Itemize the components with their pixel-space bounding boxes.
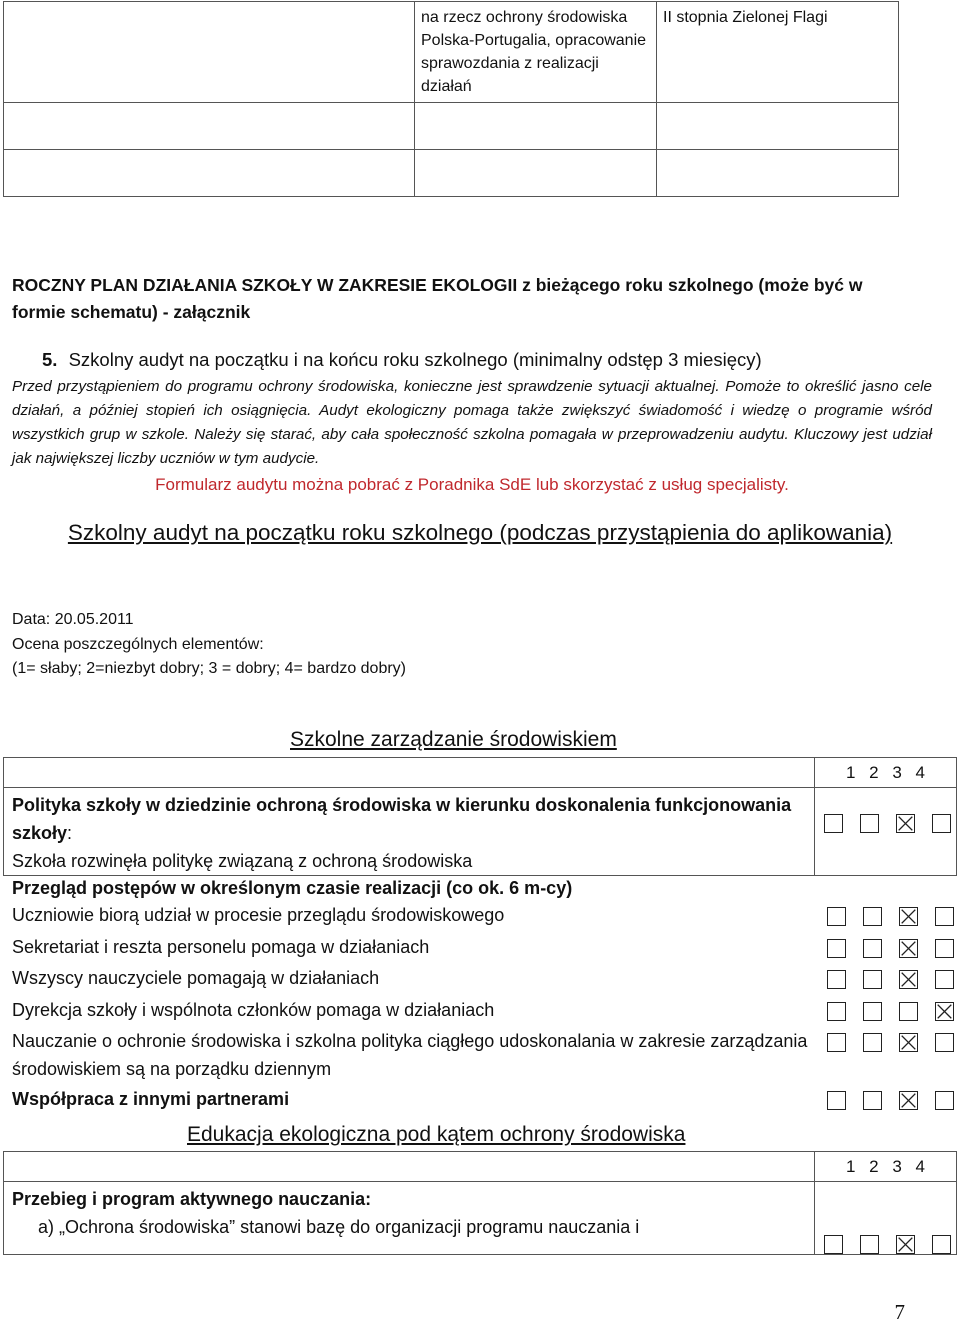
policy-heading: Polityka szkoły w dziedzinie ochroną środowiska w kierunku doskonalenia funkcjonowania szkoły	[12, 795, 792, 843]
rating-checkboxes	[815, 814, 956, 833]
checkbox[interactable]	[863, 1033, 882, 1052]
policy-cell	[4, 788, 815, 876]
policy-text: Szkoła rozwinęła politykę związaną z ochroną środowiska	[12, 851, 473, 871]
review-row	[3, 996, 957, 1028]
checkbox[interactable]	[863, 939, 882, 958]
review-item-label: Sekretariat i reszta personelu pomaga w działaniach	[12, 936, 430, 957]
top-cell-empty	[4, 150, 415, 197]
rating-scale-header: 1 2 3 4	[815, 758, 957, 788]
plan-heading: ROCZNY PLAN DZIAŁANIA SZKOŁY W ZAKRESIE EKOLOGII z bieżącego roku szkolnego (może być w formie schematu) - załącznik	[12, 275, 863, 322]
rating-checkboxes	[818, 970, 954, 989]
checkbox[interactable]	[824, 814, 843, 833]
checkbox[interactable]	[935, 939, 954, 958]
checkbox[interactable]	[935, 970, 954, 989]
rating-checkboxes	[818, 907, 954, 926]
checkbox[interactable]	[935, 1091, 954, 1110]
rating-checkboxes	[818, 1002, 954, 1021]
rating-checkboxes	[818, 939, 954, 958]
rating-checkboxes	[818, 1033, 954, 1052]
education-rating-table	[3, 1151, 957, 1255]
top-cell-empty	[415, 150, 657, 197]
top-cell-empty	[657, 150, 899, 197]
review-row	[3, 964, 957, 996]
top-cell-level: II stopnia Zielonej Flagi	[657, 2, 899, 103]
policy-colon: :	[67, 823, 73, 843]
review-item-label: Nauczanie o ochronie środowiska i szkolna polityka ciągłego udoskonalania w zakresie zarządzania środowiskiem są na porządku dziennym	[12, 1031, 808, 1079]
policy-rating-cell	[815, 788, 957, 876]
section-education-title: Edukacja ekologiczna pod kątem ochrony środowiska	[187, 1123, 686, 1146]
management-rating-table	[3, 757, 957, 876]
checkbox-checked[interactable]	[896, 814, 915, 833]
checkbox[interactable]	[863, 1091, 882, 1110]
checkbox-checked[interactable]	[899, 939, 918, 958]
checkbox-checked[interactable]	[899, 1091, 918, 1110]
review-row	[3, 901, 957, 933]
audit-meta	[12, 608, 406, 682]
table-cell-empty	[4, 1152, 815, 1182]
top-cell-empty	[4, 103, 415, 150]
checkbox[interactable]	[827, 907, 846, 926]
section-5-number: 5.	[42, 349, 58, 370]
education-cell	[4, 1182, 815, 1255]
page-number: 7	[894, 1300, 905, 1324]
check-cross-icon	[936, 1003, 953, 1020]
checkbox[interactable]	[935, 907, 954, 926]
scale-legend: (1= słaby; 2=niezbyt dobry; 3 = dobry; 4= bardzo dobry)	[12, 660, 407, 677]
review-row	[3, 1027, 957, 1085]
review-item-label: Wszyscy nauczyciele pomagają w działaniach	[12, 968, 380, 988]
review-item-label: Współpraca z innymi partnerami	[12, 1089, 290, 1109]
checkbox[interactable]	[860, 1235, 879, 1254]
check-cross-icon	[900, 940, 917, 957]
education-rating-cell	[815, 1182, 957, 1255]
section-5-title	[42, 345, 932, 375]
education-heading: Przebieg i program aktywnego nauczania:	[12, 1189, 372, 1209]
checkbox[interactable]	[827, 939, 846, 958]
top-cell-empty	[657, 103, 899, 150]
review-row	[3, 1085, 957, 1117]
checkbox[interactable]	[932, 1235, 951, 1254]
review-items	[3, 901, 957, 1117]
checkbox[interactable]	[860, 814, 879, 833]
checkbox[interactable]	[899, 1002, 918, 1021]
check-cross-icon	[900, 1092, 917, 1109]
checkbox[interactable]	[824, 1235, 843, 1254]
rating-checkboxes	[818, 1091, 954, 1110]
checkbox[interactable]	[827, 1002, 846, 1021]
check-cross-icon	[900, 908, 917, 925]
checkbox-checked[interactable]	[935, 1002, 954, 1021]
checkbox-checked[interactable]	[899, 907, 918, 926]
review-heading: Przegląd postępów w określonym czasie realizacji (co ok. 6 m-cy)	[12, 878, 573, 898]
audit-date: Data: 20.05.2011	[12, 611, 134, 628]
rating-label: Ocena poszczególnych elementów:	[12, 635, 264, 653]
review-row	[3, 933, 957, 965]
top-cell-empty	[415, 103, 657, 150]
checkbox[interactable]	[827, 970, 846, 989]
audit-title: Szkolny audyt na początku roku szkolnego (podczas przystąpienia do aplikowania)	[67, 520, 893, 545]
rating-scale-header: 1 2 3 4	[815, 1152, 957, 1182]
check-cross-icon	[897, 1236, 914, 1253]
checkbox-checked[interactable]	[896, 1235, 915, 1254]
check-cross-icon	[897, 815, 914, 832]
checkbox[interactable]	[932, 814, 951, 833]
education-item: a) „Ochrona środowiska” stanowi bazę do organizacji programu nauczania i	[38, 1217, 640, 1237]
top-cell-empty	[4, 2, 415, 103]
top-cell-action: na rzecz ochrony środowiska Polska-Portugalia, opracowanie sprawozdania z realizacji działań	[415, 2, 657, 103]
section-5-red-note: Formularz audytu można pobrać z Poradnika SdE lub skorzystać z usług specjalisty.	[155, 475, 789, 494]
review-item-label: Dyrekcja szkoły i wspólnota członków pomaga w działaniach	[12, 999, 495, 1020]
checkbox-checked[interactable]	[899, 970, 918, 989]
top-table	[3, 1, 899, 197]
table-cell-empty	[4, 758, 815, 788]
checkbox[interactable]	[863, 907, 882, 926]
section-5-body: Przed przystąpieniem do programu ochrony środowiska, konieczne jest sprawdzenie sytuacji aktualnej. Pomoże to określić jasno cele działań, a później stopień ich osiągnięcia. Audyt ekologiczny pomaga także zwiększyć świadomość i wiedzę o programie wśród wszystkich grup w szkole. Należy się starać, aby cała społeczność szkolna pomagała w przeprowadzeniu audytu. Kluczowy jest udział jak największej liczby uczniów w tym audycie.	[12, 378, 932, 467]
checkbox[interactable]	[827, 1091, 846, 1110]
checkbox-checked[interactable]	[899, 1033, 918, 1052]
rating-checkboxes	[815, 1235, 956, 1254]
checkbox[interactable]	[863, 1002, 882, 1021]
checkbox[interactable]	[863, 970, 882, 989]
checkbox[interactable]	[935, 1033, 954, 1052]
checkbox[interactable]	[827, 1033, 846, 1052]
review-item-label: Uczniowie biorą udział w procesie przeglądu środowiskowego	[12, 905, 505, 925]
check-cross-icon	[900, 1034, 917, 1051]
check-cross-icon	[900, 971, 917, 988]
section-5-title-text: Szkolny audyt na początku i na końcu roku szkolnego (minimalny odstęp 3 miesięcy)	[68, 349, 762, 370]
section-management-title: Szkolne zarządzanie środowiskiem	[290, 728, 617, 751]
section-5	[12, 345, 932, 497]
